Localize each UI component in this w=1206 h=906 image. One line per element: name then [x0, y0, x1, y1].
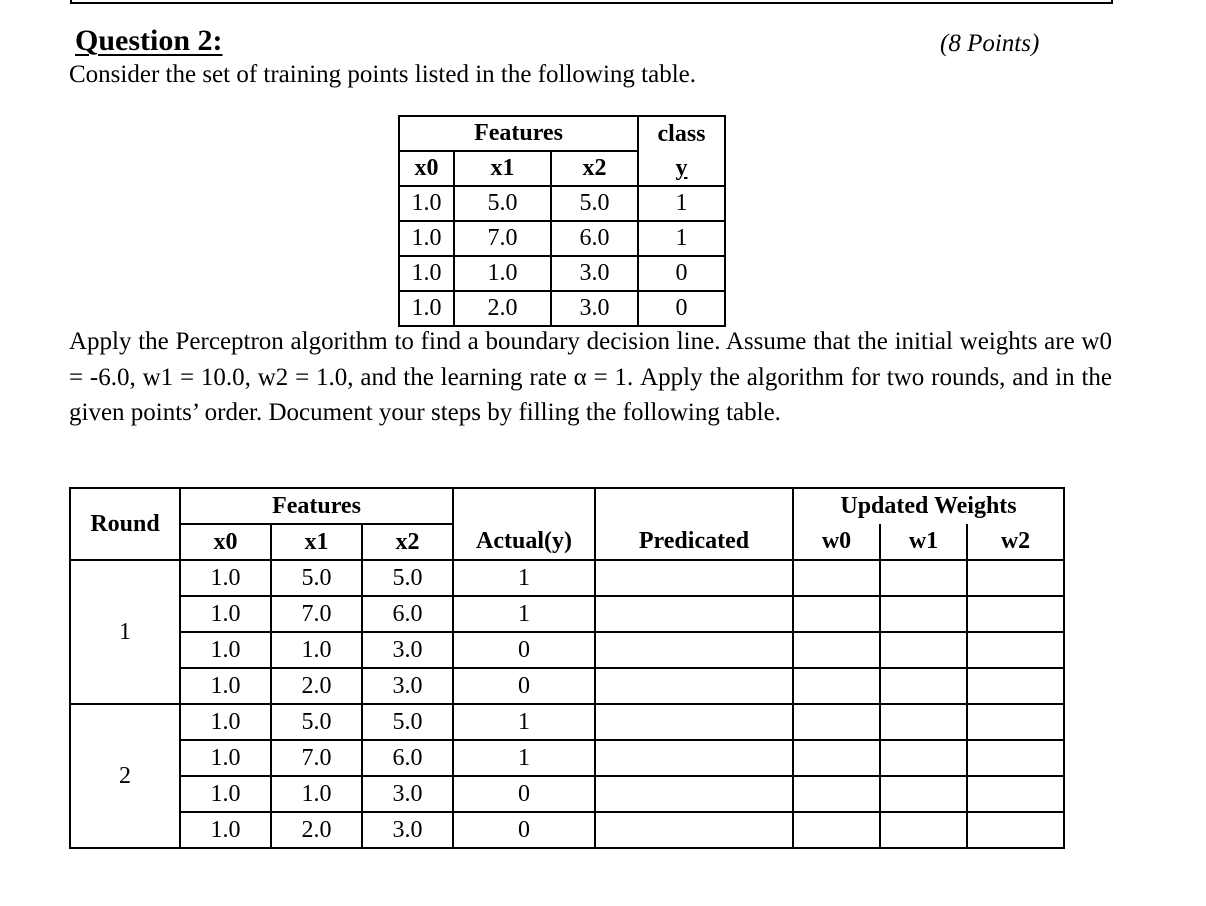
w1-input-cell[interactable]: [880, 704, 967, 740]
training-cell: 7.0: [454, 221, 551, 256]
feature-cell: 2.0: [271, 812, 362, 848]
feature-cell: 1.0: [180, 596, 271, 632]
predicted-input-cell[interactable]: [595, 812, 793, 848]
feature-cell: 1.0: [271, 632, 362, 668]
actual-cell: 1: [453, 560, 595, 596]
feature-cell: 1.0: [180, 812, 271, 848]
w0-input-cell[interactable]: [793, 596, 880, 632]
w2-input-cell[interactable]: [967, 560, 1064, 596]
feature-cell: 6.0: [362, 740, 453, 776]
training-cell: 5.0: [454, 186, 551, 221]
training-row: [399, 291, 725, 326]
feature-cell: 3.0: [362, 632, 453, 668]
training-cell: 1.0: [399, 186, 454, 221]
w0-input-cell[interactable]: [793, 560, 880, 596]
step-row: [70, 596, 1064, 632]
training-cell: 1.0: [454, 256, 551, 291]
w0-input-cell[interactable]: [793, 704, 880, 740]
feature-cell: 3.0: [362, 776, 453, 812]
step-row: [70, 812, 1064, 848]
w0-input-cell[interactable]: [793, 668, 880, 704]
feature-cell: 1.0: [180, 740, 271, 776]
updated-weights-header: Updated Weights: [793, 488, 1064, 524]
w0-input-cell[interactable]: [793, 776, 880, 812]
training-row: [399, 221, 725, 256]
training-row: [399, 256, 725, 291]
col-header-x1: x1: [271, 524, 362, 560]
feature-cell: 3.0: [362, 812, 453, 848]
w0-header: w0: [793, 524, 880, 560]
w1-input-cell[interactable]: [880, 560, 967, 596]
predicted-input-cell[interactable]: [595, 596, 793, 632]
predicted-input-cell[interactable]: [595, 668, 793, 704]
question-points: (8 Points): [940, 30, 1040, 57]
training-cell: 0: [638, 291, 725, 326]
feature-cell: 1.0: [180, 632, 271, 668]
w1-input-cell[interactable]: [880, 596, 967, 632]
perceptron-steps-table: [69, 487, 1065, 849]
w2-input-cell[interactable]: [967, 776, 1064, 812]
feature-cell: 1.0: [180, 560, 271, 596]
w2-input-cell[interactable]: [967, 632, 1064, 668]
feature-cell: 7.0: [271, 596, 362, 632]
round-label: 1: [70, 560, 180, 704]
predicted-header: Predicated: [595, 524, 793, 560]
step-row: [70, 776, 1064, 812]
features-header: Features: [180, 488, 453, 524]
feature-cell: 7.0: [271, 740, 362, 776]
actual-header: Actual(y): [453, 524, 595, 560]
feature-cell: 6.0: [362, 596, 453, 632]
actual-cell: 1: [453, 596, 595, 632]
predicted-input-cell[interactable]: [595, 740, 793, 776]
w2-input-cell[interactable]: [967, 596, 1064, 632]
col-header-x0: x0: [399, 151, 454, 186]
actual-header-spacer: [453, 488, 595, 524]
w2-input-cell[interactable]: [967, 704, 1064, 740]
step-row: [70, 632, 1064, 668]
step-row: [70, 668, 1064, 704]
intro-text: Consider the set of training points listed in the following table.: [69, 61, 696, 88]
w1-input-cell[interactable]: [880, 776, 967, 812]
w1-input-cell[interactable]: [880, 812, 967, 848]
w2-input-cell[interactable]: [967, 740, 1064, 776]
col-header-x1: x1: [454, 151, 551, 186]
round-header: Round: [70, 488, 180, 560]
col-header-x2: x2: [551, 151, 638, 186]
step-row: [70, 740, 1064, 776]
feature-cell: 1.0: [180, 704, 271, 740]
training-cell: 2.0: [454, 291, 551, 326]
training-cell: 1: [638, 186, 725, 221]
w1-input-cell[interactable]: [880, 740, 967, 776]
col-header-x0: x0: [180, 524, 271, 560]
col-header-x2: x2: [362, 524, 453, 560]
top-border-rule: [70, 0, 1113, 4]
feature-cell: 5.0: [362, 704, 453, 740]
features-header: Features: [399, 116, 638, 151]
feature-cell: 1.0: [271, 776, 362, 812]
actual-cell: 0: [453, 632, 595, 668]
feature-cell: 3.0: [362, 668, 453, 704]
training-cell: 1: [638, 221, 725, 256]
training-cell: 5.0: [551, 186, 638, 221]
training-cell: 0: [638, 256, 725, 291]
w0-input-cell[interactable]: [793, 812, 880, 848]
feature-cell: 5.0: [271, 560, 362, 596]
w0-input-cell[interactable]: [793, 632, 880, 668]
training-cell: 6.0: [551, 221, 638, 256]
w1-header: w1: [880, 524, 967, 560]
predicted-header-spacer: [595, 488, 793, 524]
training-points-table: [398, 115, 726, 327]
feature-cell: 2.0: [271, 668, 362, 704]
w2-input-cell[interactable]: [967, 812, 1064, 848]
instructions-paragraph: Apply the Perceptron algorithm to find a boundary decision line. Assume that the initial weights are w0 = -6.0, w1 = 10.0, w2 = 1.0, and the learning rate α = 1. Apply the algorithm for two rounds, and in the given points’ order. Document your steps by filling the following table.: [69, 328, 1112, 426]
training-row: [399, 186, 725, 221]
actual-cell: 1: [453, 704, 595, 740]
round-label: 2: [70, 704, 180, 848]
feature-cell: 1.0: [180, 668, 271, 704]
class-header: class: [638, 116, 725, 151]
predicted-input-cell[interactable]: [595, 776, 793, 812]
feature-cell: 5.0: [362, 560, 453, 596]
actual-cell: 0: [453, 776, 595, 812]
step-row: [70, 704, 1064, 740]
question-title: Question 2:: [75, 24, 223, 57]
actual-cell: 0: [453, 812, 595, 848]
feature-cell: 5.0: [271, 704, 362, 740]
predicted-input-cell[interactable]: [595, 704, 793, 740]
w1-input-cell[interactable]: [880, 632, 967, 668]
training-cell: 3.0: [551, 291, 638, 326]
step-row: [70, 560, 1064, 596]
w2-input-cell[interactable]: [967, 668, 1064, 704]
w2-header: w2: [967, 524, 1064, 560]
predicted-input-cell[interactable]: [595, 632, 793, 668]
actual-cell: 0: [453, 668, 595, 704]
training-cell: 1.0: [399, 256, 454, 291]
w1-input-cell[interactable]: [880, 668, 967, 704]
w0-input-cell[interactable]: [793, 740, 880, 776]
col-header-y: y: [638, 151, 725, 186]
training-cell: 1.0: [399, 221, 454, 256]
training-cell: 1.0: [399, 291, 454, 326]
feature-cell: 1.0: [180, 776, 271, 812]
actual-cell: 1: [453, 740, 595, 776]
training-cell: 3.0: [551, 256, 638, 291]
predicted-input-cell[interactable]: [595, 560, 793, 596]
